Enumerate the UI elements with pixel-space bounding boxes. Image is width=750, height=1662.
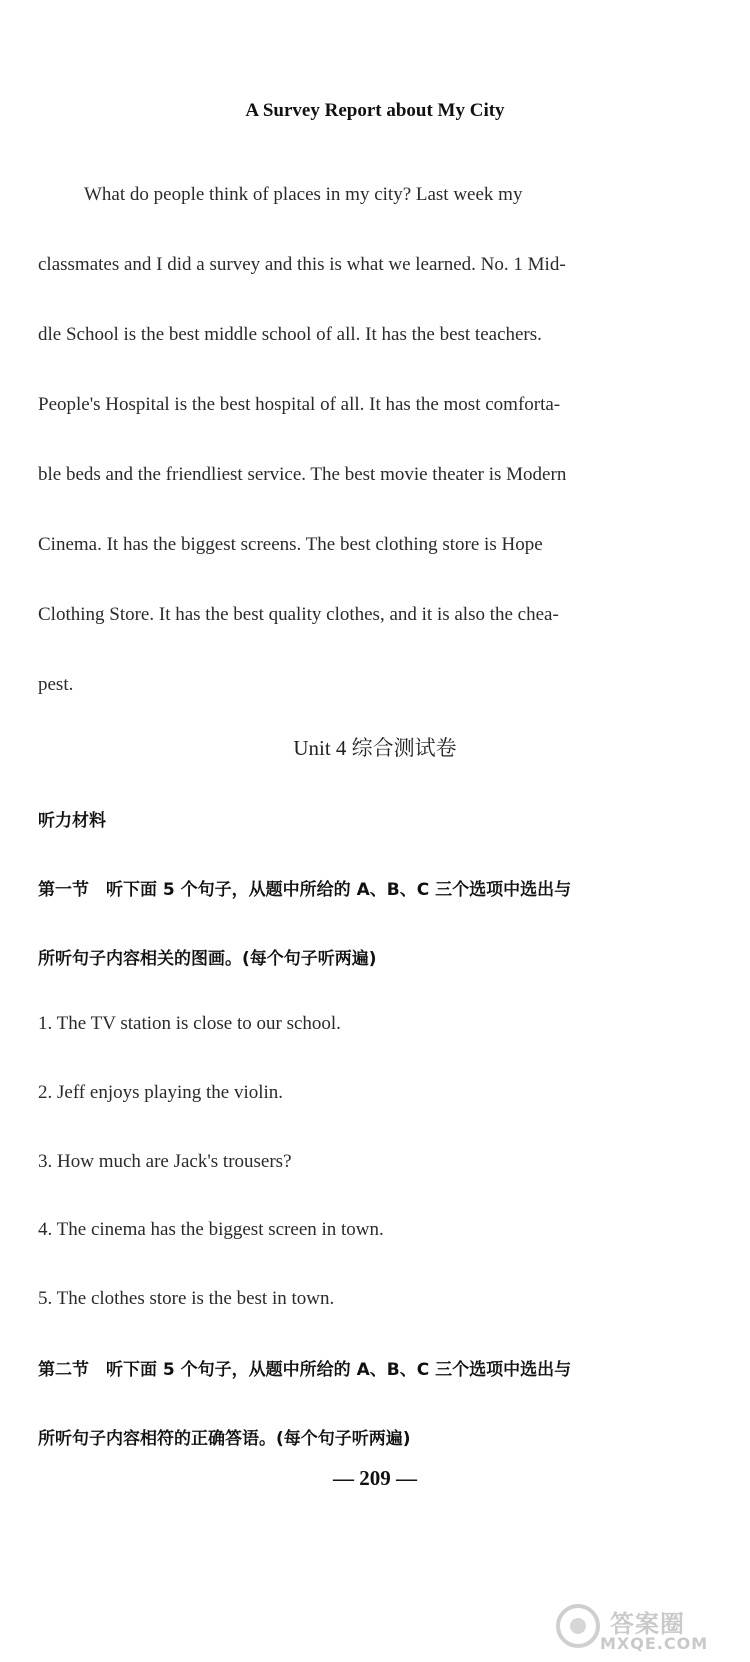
paragraph-line: Clothing Store. It has the best quality clothes, and it is also the chea- xyxy=(38,604,559,625)
section2-instruction-line1: 第二节 听下面 5 个句子，从题中所给的 A、B、C 三个选项中选出与 xyxy=(38,1360,572,1380)
section1-instruction-line2: 所听句子内容相关的图画。(每个句子听两遍) xyxy=(38,949,377,969)
watermark xyxy=(552,1600,732,1656)
section1-instruction-line1: 第一节 听下面 5 个句子，从题中所给的 A、B、C 三个选项中选出与 xyxy=(38,880,572,900)
watermark-url: MXQE.COM xyxy=(600,1634,709,1653)
report-paragraph xyxy=(38,160,638,720)
paragraph-line: ble beds and the friendliest service. The best movie theater is Modern xyxy=(38,464,567,485)
unit-title: Unit 4 综合测试卷 xyxy=(293,736,457,760)
listening-heading: 听力材料 xyxy=(38,811,106,831)
paragraph-line: pest. xyxy=(38,674,74,695)
paragraph-line: People's Hospital is the best hospital of all. It has the most comforta- xyxy=(38,394,561,415)
paragraph-line: dle School is the best middle school of all. It has the best teachers. xyxy=(38,324,542,345)
page-number: — 209 — xyxy=(333,1466,417,1490)
paragraph-line: Cinema. It has the biggest screens. The best clothing store is Hope xyxy=(38,534,543,555)
list-item: 4. The cinema has the biggest screen in town. xyxy=(38,1219,384,1240)
paragraph-line: classmates and I did a survey and this is what we learned. No. 1 Mid- xyxy=(38,254,566,275)
list-item: 2. Jeff enjoys playing the violin. xyxy=(38,1082,284,1103)
paragraph-line: What do people think of places in my city? Last week my xyxy=(84,184,523,205)
report-title: A Survey Report about My City xyxy=(245,100,505,121)
list-item: 1. The TV station is close to our school. xyxy=(38,1013,341,1034)
list-item: 5. The clothes store is the best in town. xyxy=(38,1288,335,1309)
watermark-text: 答案圈 xyxy=(610,1610,685,1638)
list-item: 3. How much are Jack's trousers? xyxy=(38,1151,292,1172)
section2-instruction-line2: 所听句子内容相符的正确答语。(每个句子听两遍) xyxy=(38,1429,411,1449)
